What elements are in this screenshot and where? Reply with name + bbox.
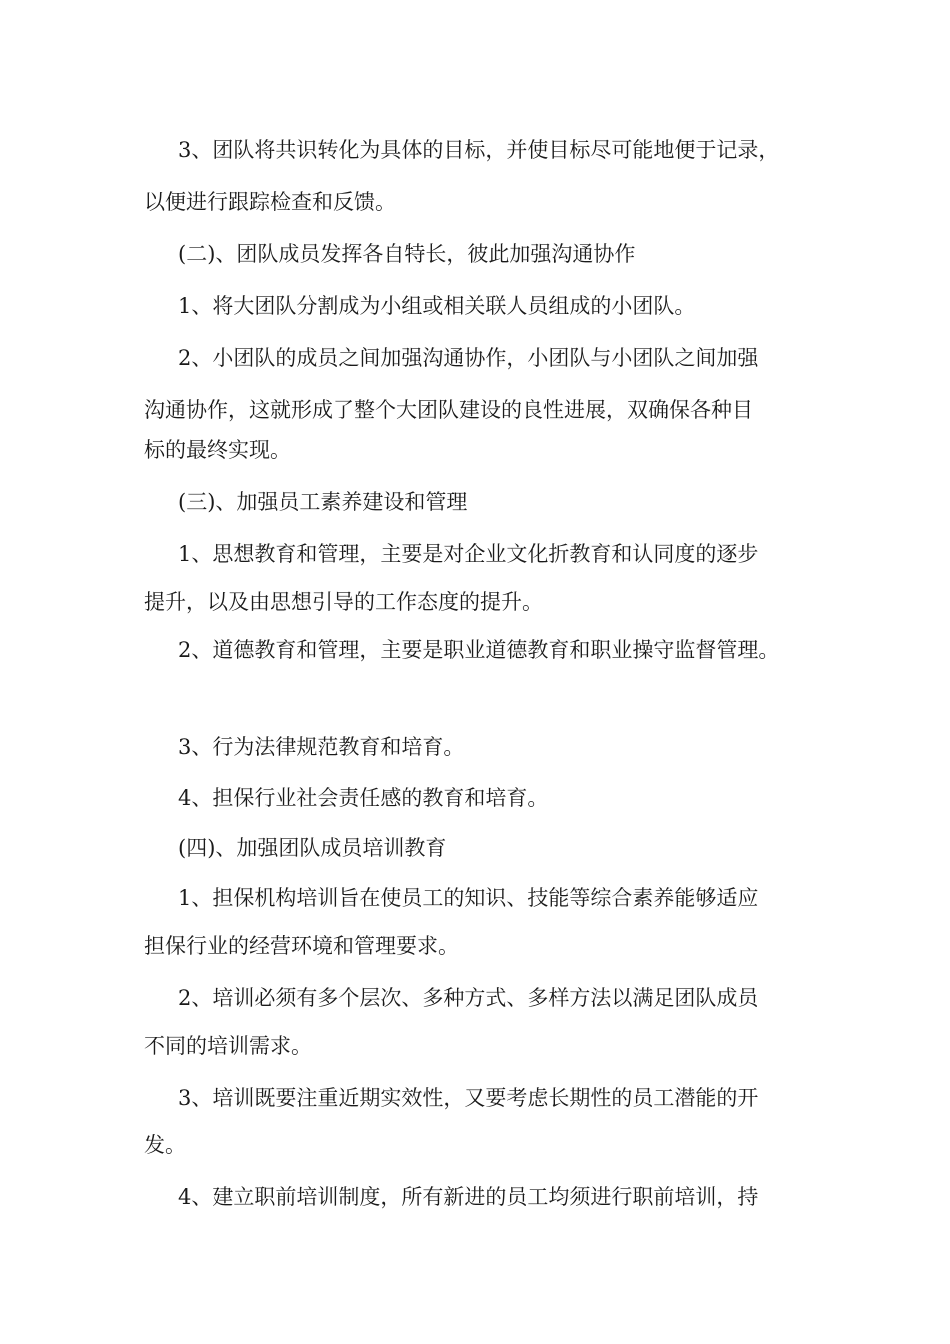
section-heading: (四)、加强团队成员培训教育 [178,836,447,860]
paragraph-line: 3、培训既要注重近期实效性，又要考虑长期性的员工潜能的开 [178,1086,759,1110]
paragraph-line: 4、建立职前培训制度，所有新进的员工均须进行职前培训，持 [178,1185,759,1209]
paragraph-line: 担保行业的经营环境和管理要求。 [144,934,459,958]
paragraph-line: 沟通协作，这就形成了整个大团队建设的良性进展，双确保各种目 [144,398,753,422]
paragraph-line: 4、担保行业社会责任感的教育和培育。 [178,786,549,810]
paragraph-line: 标的最终实现。 [144,438,291,462]
paragraph-line: 1、思想教育和管理，主要是对企业文化折教育和认同度的逐步 [178,542,759,566]
section-heading: (三)、加强员工素养建设和管理 [178,490,468,514]
paragraph-line: 2、小团队的成员之间加强沟通协作，小团队与小团队之间加强 [178,346,759,370]
paragraph-line: 提升，以及由思想引导的工作态度的提升。 [144,590,543,614]
section-heading: (二)、团队成员发挥各自特长，彼此加强沟通协作 [178,242,636,266]
paragraph-line: 不同的培训需求。 [144,1034,312,1058]
paragraph-line: 2、培训必须有多个层次、多种方式、多样方法以满足团队成员 [178,986,759,1010]
paragraph-line: 3、团队将共识转化为具体的目标，并使目标尽可能地便于记录， [178,138,780,162]
paragraph-line: 以便进行跟踪检查和反馈。 [144,190,396,214]
paragraph-line: 3、行为法律规范教育和培育。 [178,735,465,759]
paragraph-line: 1、将大团队分割成为小组或相关联人员组成的小团队。 [178,294,696,318]
paragraph-line: 1、担保机构培训旨在使员工的知识、技能等综合素养能够适应 [178,886,759,910]
paragraph-line: 2、道德教育和管理，主要是职业道德教育和职业操守监督管理。 [178,638,780,662]
paragraph-line: 发。 [144,1133,186,1157]
